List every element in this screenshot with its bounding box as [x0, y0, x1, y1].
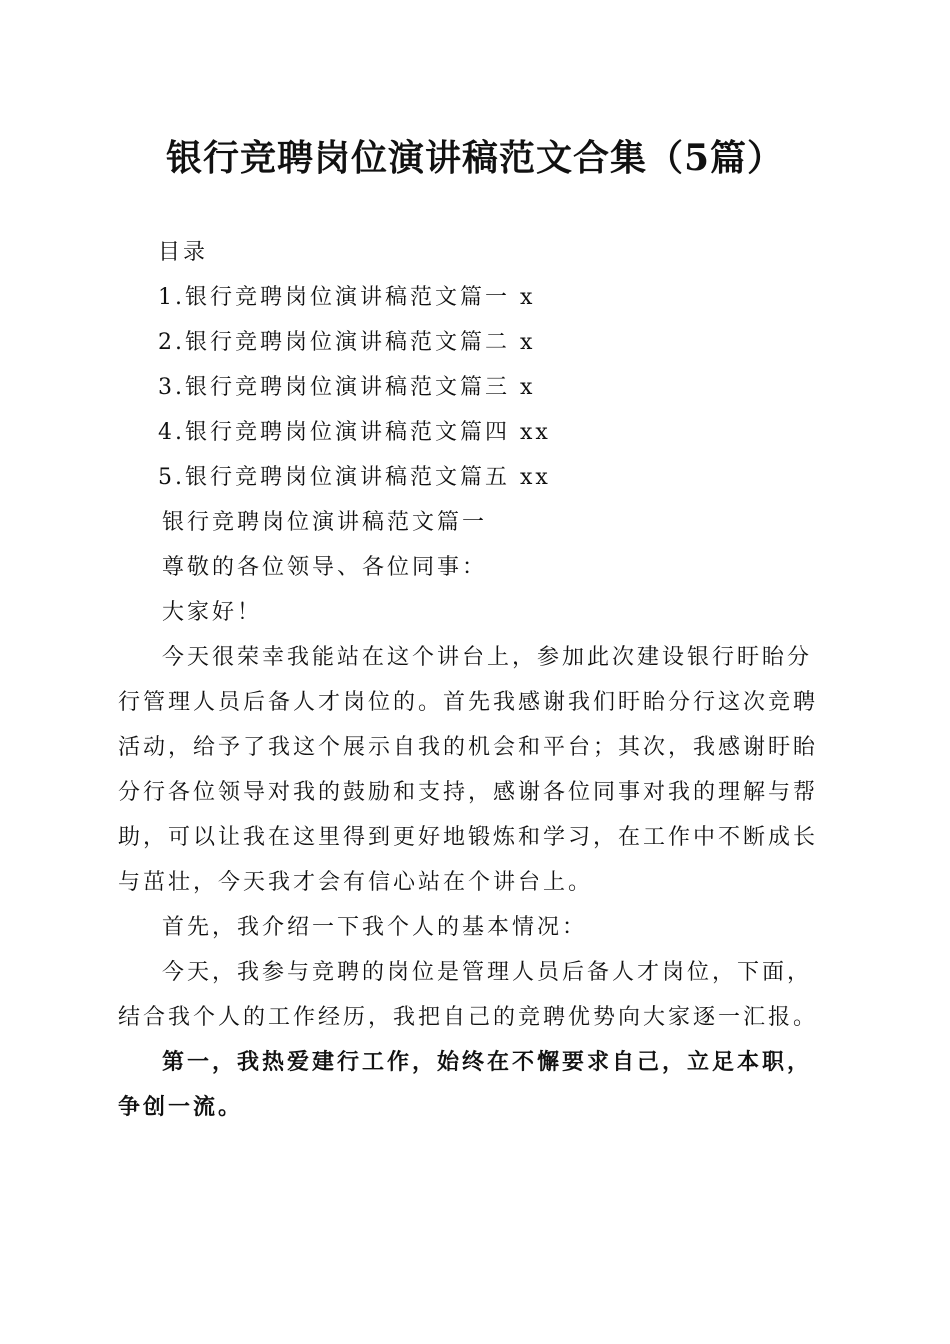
paragraph: 今天很荣幸我能站在这个讲台上，参加此次建设银行盱眙分行管理人员后备人才岗位的。首先我感谢我们盱眙分行这次竞聘活动，给予了我这个展示自我的机会和平台；其次，我感谢盱眙分行各位领导对我的鼓励和支持，感谢各位同事对我的理解与帮助，可以让我在这里得到更好地锻炼和学习，在工作中不断成长与茁壮，今天我才会有信心站在个讲台上。: [118, 645, 819, 895]
salutation: 尊敬的各位领导、各位同事：: [162, 555, 488, 580]
paragraph: 首先，我介绍一下我个人的基本情况：: [162, 915, 588, 940]
toc-heading: 目录: [158, 240, 209, 265]
document-body: [118, 500, 830, 1130]
greeting: 大家好！: [162, 600, 263, 625]
section-heading: 银行竞聘岗位演讲稿范文篇一: [162, 510, 488, 535]
table-of-contents: [158, 230, 858, 500]
bold-paragraph: 第一，我热爱建行工作，始终在不懈要求自己，立足本职，争创一流。: [118, 1049, 813, 1120]
toc-item: 5.银行竞聘岗位演讲稿范文篇五 xx: [158, 465, 551, 490]
toc-item: 4.银行竞聘岗位演讲稿范文篇四 xx: [158, 420, 551, 445]
toc-item: 2.银行竞聘岗位演讲稿范文篇二 x: [158, 330, 536, 355]
toc-item: 3.银行竞聘岗位演讲稿范文篇三 x: [158, 375, 536, 400]
document-title: 银行竞聘岗位演讲稿范文合集（5篇）: [165, 137, 785, 179]
paragraph: 今天，我参与竞聘的岗位是管理人员后备人才岗位，下面，结合我个人的工作经历，我把自己的竞聘优势向大家逐一汇报。: [118, 960, 819, 1030]
toc-item: 1.银行竞聘岗位演讲稿范文篇一 x: [158, 285, 536, 310]
